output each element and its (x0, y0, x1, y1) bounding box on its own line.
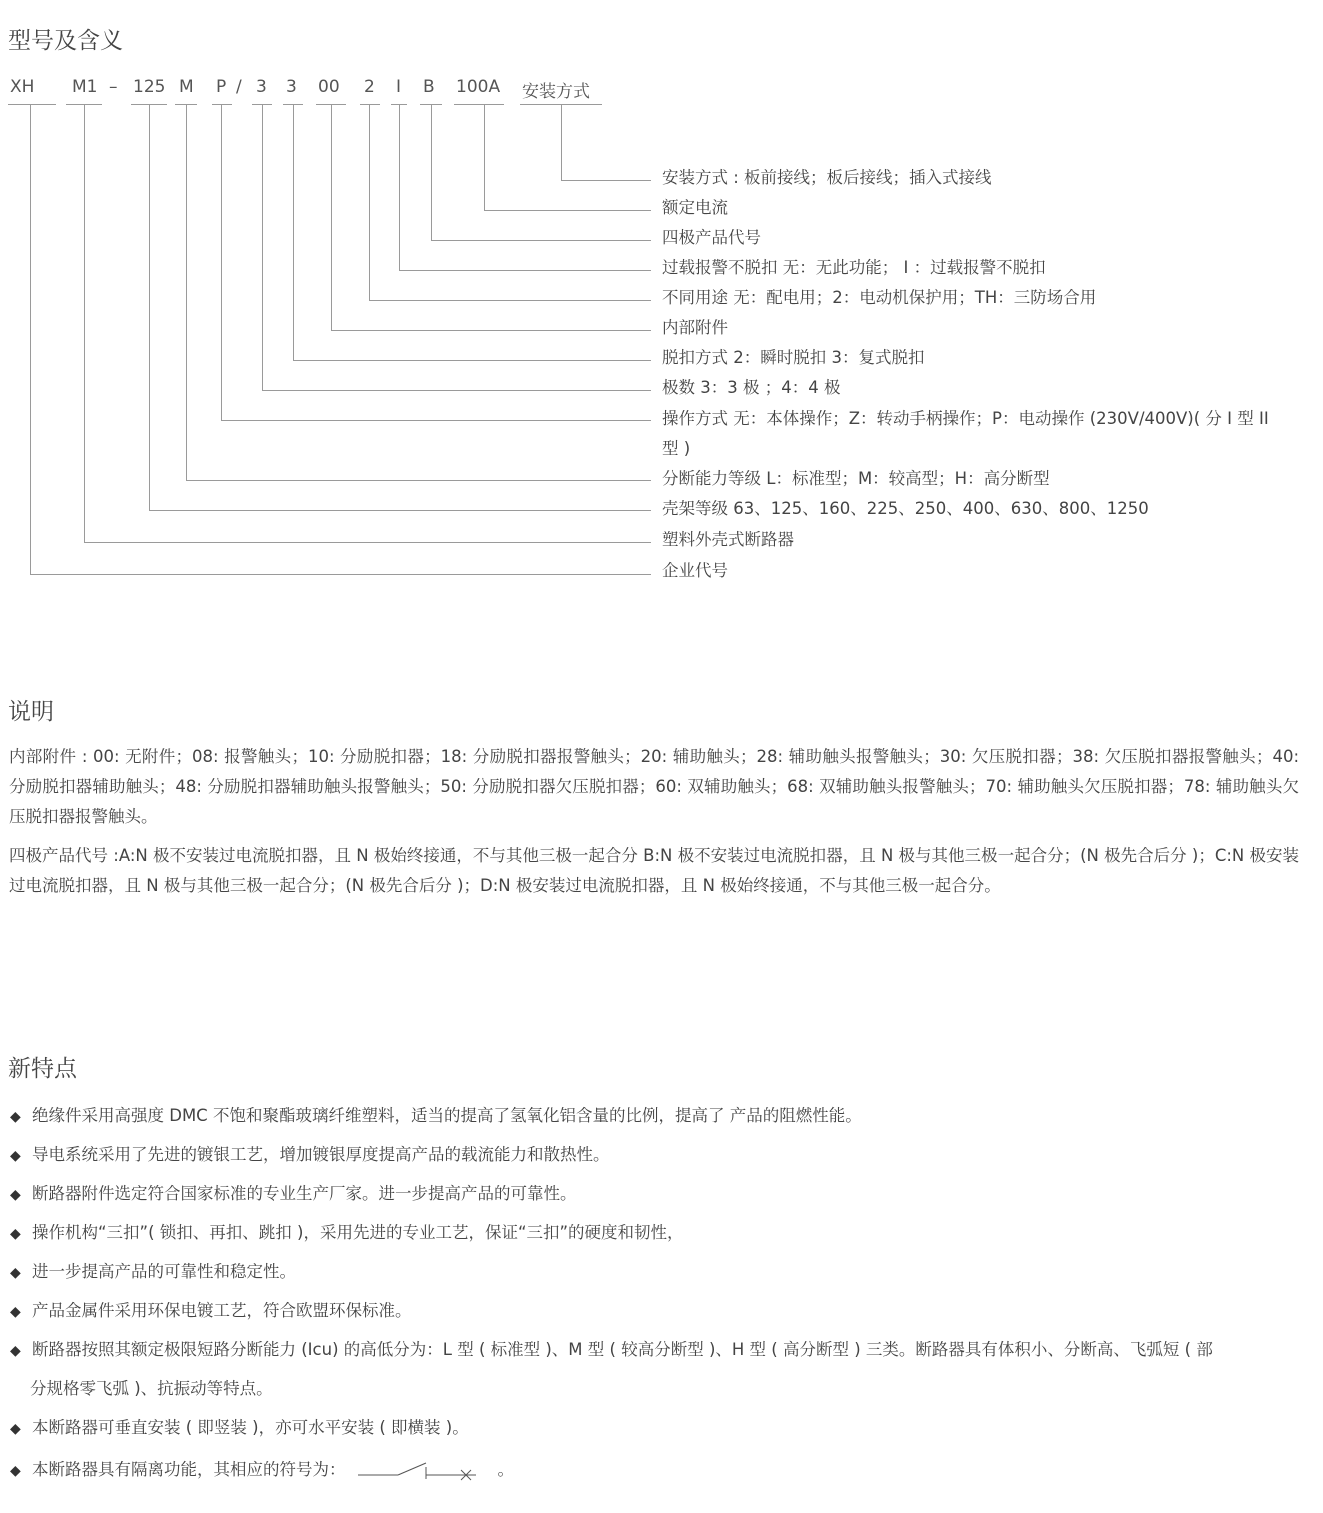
code-segment: – (109, 77, 118, 97)
isolation-switch-symbol-icon (358, 1461, 486, 1481)
list-item (10, 1409, 1300, 1448)
list-item (10, 1292, 1300, 1331)
diamond-bullet-icon: ◆ (10, 1148, 21, 1164)
label-breaking-capacity: 分断能力等级 L：标准型；M：较高型；H：高分断型 (662, 469, 1050, 488)
diamond-bullet-icon: ◆ (10, 1463, 21, 1479)
feature-text: 导电系统采用了先进的镀银工艺，增加镀银厚度提高产品的载流能力和散热性。 (32, 1145, 610, 1164)
diamond-bullet-icon: ◆ (10, 1421, 21, 1437)
diamond-bullet-icon: ◆ (10, 1343, 21, 1359)
label-frame-rating: 壳架等级 63、125、160、225、250、400、630、800、1250 (662, 499, 1149, 518)
label-four-pole-code: 四极产品代号 (662, 228, 761, 247)
code-segment: 100A (456, 77, 501, 97)
note-four-pole-code: 四极产品代号 :A:N 极不安装过电流脱扣器，且 N 极始终接通，不与其他三极一起合分 B:N 极不安装过电流脱扣器，且 N 极与其他三极一起合分；(N 极先合后分 )；C:N 极安装过电流脱扣器，且 N 极与其他三极一起合分；(N 极先合后分 )；D:N 极安装过电流脱扣器，且 N 极始终接通，不与其他三极一起合分。 (9, 846, 1299, 895)
list-item (10, 1370, 1300, 1408)
section-title-features: 新特点 (8, 1056, 77, 1082)
feature-text: 分规格零飞弧 )、抗振动等特点。 (30, 1379, 273, 1398)
code-segment: 安装方式 (522, 82, 590, 102)
label-trip-method: 脱扣方式 2：瞬时脱扣 3：复式脱扣 (662, 348, 925, 367)
list-item (10, 1253, 1300, 1292)
code-segment: 3 (286, 77, 297, 97)
feature-text: 产品金属件采用环保电镀工艺，符合欧盟环保标准。 (32, 1301, 412, 1320)
label-overload-alarm: 过载报警不脱扣 无：无此功能； I ：过载报警不脱扣 (662, 258, 1046, 277)
feature-text: 绝缘件采用高强度 DMC 不饱和聚酯玻璃纤维塑料，适当的提高了氢氧化铝含量的比例，提高了 产品的阻燃性能。 (32, 1106, 862, 1125)
code-segment: / (236, 77, 242, 97)
feature-text: 本断路器可垂直安装 ( 即竖装 )，亦可水平安装 ( 即横装 )。 (32, 1418, 469, 1437)
feature-text: 进一步提高产品的可靠性和稳定性。 (32, 1262, 296, 1281)
code-segment: 00 (318, 77, 340, 97)
section-title-notes: 说明 (8, 699, 54, 725)
code-segment: I (396, 77, 402, 97)
label-poles: 极数 3：3 极 ；4：4 极 (662, 378, 841, 397)
code-segment: P (216, 77, 227, 97)
diamond-bullet-icon: ◆ (10, 1109, 21, 1125)
code-segment: M (179, 77, 194, 97)
list-item (10, 1175, 1300, 1214)
label-internal-accessories: 内部附件 (662, 318, 728, 337)
list-item (10, 1097, 1300, 1136)
feature-text: 断路器附件选定符合国家标准的专业生产厂家。进一步提高产品的可靠性。 (32, 1184, 577, 1203)
label-product-type: 塑料外壳式断路器 (662, 530, 794, 549)
code-segment: 125 (133, 77, 166, 97)
code-segment: M1 (72, 77, 98, 97)
list-item (10, 1451, 1300, 1490)
diamond-bullet-icon: ◆ (10, 1304, 21, 1320)
code-segment: B (423, 77, 435, 97)
feature-text: 断路器按照其额定极限短路分断能力 (Icu) 的高低分为：L 型 ( 标准型 )、M 型 ( 较高分断型 )、H 型 ( 高分断型 ) 三类。断路器具有体积小、分断高、飞弧短 ( 部 (32, 1340, 1213, 1359)
feature-text: 操作机构“三扣”( 锁扣、再扣、跳扣 )，采用先进的专业工艺，保证“三扣”的硬度和韧性， (32, 1223, 684, 1242)
code-segment: 2 (364, 77, 375, 97)
code-segment: XH (10, 77, 35, 97)
list-item (10, 1136, 1300, 1175)
section-title-model: 型号及含义 (8, 28, 123, 54)
label-rated-current: 额定电流 (662, 198, 728, 217)
label-operation-method: 操作方式 无：本体操作；Z：转动手柄操作；P：电动操作 (230V/400V)( 分 I 型 II 型 ) (662, 409, 1269, 458)
label-company-code: 企业代号 (662, 561, 728, 580)
label-install-method: 安装方式 : 板前接线；板后接线；插入式接线 (662, 168, 992, 187)
list-item (10, 1331, 1300, 1370)
note-internal-accessories: 内部附件 : 00: 无附件；08: 报警触头；10: 分励脱扣器；18: 分励脱扣器报警触头；20: 辅助触头；28: 辅助触头报警触头；30: 欠压脱扣器；38: 欠压脱扣器报警触头；40: 分励脱扣器辅助触头；48: 分励脱扣器辅助触头报警触头；50: 分励脱扣器欠压脱扣器；60: 双辅助触头；68: 双辅助触头报警触头；70: 辅助触头欠压脱扣器；78: 辅助触头欠压脱扣器报警触头。 (9, 747, 1300, 826)
diamond-bullet-icon: ◆ (10, 1226, 21, 1242)
feature-text: 本断路器具有隔离功能，其相应的符号为： (32, 1460, 346, 1479)
list-item (10, 1214, 1300, 1253)
code-segment: 3 (256, 77, 267, 97)
diamond-bullet-icon: ◆ (10, 1187, 21, 1203)
label-usage: 不同用途 无：配电用；2：电动机保护用；TH：三防场合用 (662, 288, 1097, 307)
feature-text-end: 。 (497, 1460, 514, 1479)
diamond-bullet-icon: ◆ (10, 1265, 21, 1281)
